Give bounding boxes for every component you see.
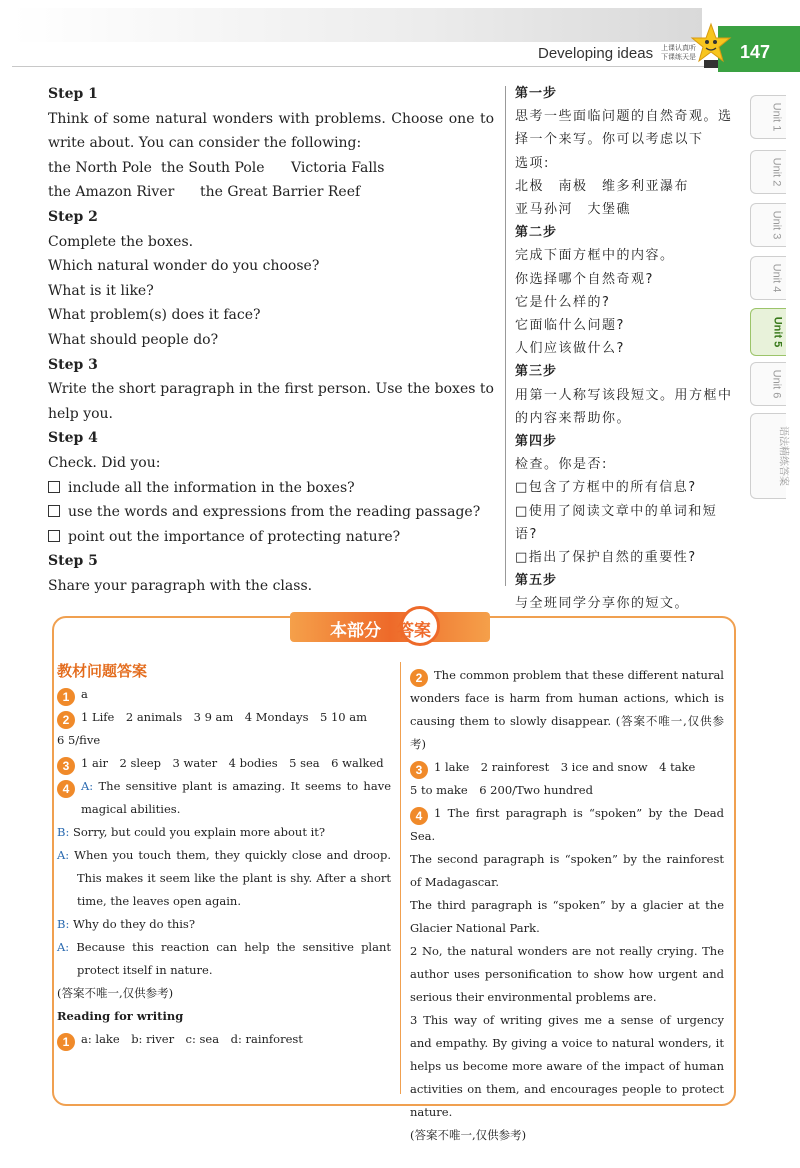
step-2-line: What problem(s) does it face?: [48, 307, 261, 324]
section-title: Developing ideas: [538, 45, 654, 62]
english-instructions: [48, 82, 494, 598]
zh-line: 它面临什么问题?: [515, 318, 625, 334]
wonders-row-2: [48, 180, 494, 205]
dialogue-line: B: Sorry, but could you explain more about it?: [57, 825, 326, 839]
checkbox-icon[interactable]: [48, 505, 60, 517]
answers-right-column: [410, 664, 724, 1147]
tab-unit-1[interactable]: Unit 1: [750, 95, 786, 139]
checkbox-icon[interactable]: [48, 530, 60, 542]
step-5-text: Share your paragraph with the class.: [48, 577, 313, 594]
zh-line: 与全班同学分享你的短文。: [515, 596, 690, 612]
header-band: [12, 8, 702, 42]
tab-unit-4[interactable]: Unit 4: [750, 256, 786, 300]
step-4-intro: Check. Did you:: [48, 454, 161, 471]
number-badge-icon: 1: [57, 688, 75, 706]
answer-note: (答案不唯一,仅供参考): [57, 986, 174, 1000]
zh-step-3-heading: 第三步: [515, 364, 558, 380]
checkbox-icon[interactable]: [48, 481, 60, 493]
banner-highlight: 答案: [397, 621, 431, 641]
reading-answer-2: 2 The common problem that these different natural wonders face is harm from human actions, which is causing them to slowly disappear. (答案不唯一,仅供参考): [410, 668, 724, 751]
step-1-text: Think of some natural wonders with problems. Choose one to write about. You can consider the following:: [48, 110, 494, 152]
step-5-heading: Step 5: [48, 553, 98, 570]
zh-line: □指出了保护自然的重要性?: [515, 550, 697, 566]
answer-3: 3 1 air 2 sleep 3 water 4 bodies 5 sea 6 walked: [57, 752, 391, 775]
number-badge-icon: 1: [57, 1033, 75, 1051]
reading-answer-4: 4 1 The first paragraph is “spoken” by the Dead Sea.: [410, 806, 724, 843]
number-badge-icon: 3: [57, 757, 75, 775]
answer-4: 4 A: The sensitive plant is amazing. It seems to have magical abilities.: [57, 775, 391, 821]
reading-answer-1: 1 a: lake b: river c: sea d: rainforest: [57, 1028, 391, 1051]
speaker-label: A:: [81, 779, 94, 793]
answer-1: 1 a: [57, 683, 391, 706]
dialogue-line: B: Why do they do this?: [57, 917, 196, 931]
step-1-heading: Step 1: [48, 86, 98, 102]
zh-line: 人们应该做什么?: [515, 341, 625, 357]
step-2-line: What is it like?: [48, 282, 154, 299]
speaker-label: B:: [57, 917, 70, 931]
option-great-barrier-reef: the Great Barrier Reef: [200, 184, 361, 201]
chinese-translation: [515, 82, 740, 616]
checklist-item: point out the importance of protecting nature?: [48, 525, 494, 550]
zh-step-1-heading: 第一步: [515, 86, 558, 101]
number-badge-icon: 2: [57, 711, 75, 729]
zh-line: 你选择哪个自然奇观?: [515, 271, 654, 287]
zh-line: 用第一人称写该段短文。用方框中: [515, 387, 733, 403]
number-badge-icon: 3: [410, 761, 428, 779]
zh-line: □包含了方框中的所有信息?: [515, 480, 697, 496]
wonders-row-1: [48, 156, 494, 181]
answers-left-column: [57, 660, 391, 1051]
answer-note: (答案不唯一,仅供参考): [410, 1128, 527, 1142]
number-badge-icon: 4: [57, 780, 75, 798]
reading-for-writing-title: Reading for writing: [57, 1009, 184, 1023]
zh-line: 的内容来帮助你。: [515, 410, 632, 426]
answer-divider: [400, 662, 401, 1094]
tab-grammar-answers[interactable]: 语法精练答案: [750, 413, 786, 499]
step-2-line: Which natural wonder do you choose?: [48, 258, 320, 275]
zh-line: 亚马孙河 大堡礁: [515, 202, 632, 218]
step-2-heading: Step 2: [48, 208, 98, 225]
speaker-label: A:: [57, 940, 70, 954]
zh-line: 思考一些面临问题的自然奇观。选: [515, 109, 733, 125]
column-divider: [505, 86, 506, 586]
reading-answer-4-line: 3 This way of writing gives me a sense of urgency and empathy. By giving a voice to natural wonders, it helps us become more aware of the impact of human activities on them, and encourages people to protect nature.: [410, 1013, 724, 1119]
zh-line: 选项:: [515, 155, 550, 171]
header-tagline: 上课认真听 下课练天是: [661, 45, 696, 61]
header-rule: [12, 66, 712, 67]
step-2-line: What should people do?: [48, 331, 219, 348]
step-3-text: Write the short paragraph in the first person. Use the boxes to help you.: [48, 381, 494, 422]
reading-answer-4-line: 2 No, the natural wonders are not really crying. The author uses personification to show how urgent and serious their environmental problems are.: [410, 944, 724, 1004]
zh-line: □使用了阅读文章中的单词和短语?: [515, 503, 718, 542]
option-amazon-river: the Amazon River: [48, 184, 175, 201]
answer-2: 2 1 Life 2 animals 3 9 am 4 Mondays 5 10 am: [57, 706, 391, 729]
option-north-pole: the North Pole: [48, 159, 152, 176]
option-south-pole: the South Pole: [161, 159, 265, 176]
reading-answer-4-line: The third paragraph is “spoken” by a glacier at the Glacier National Park.: [410, 898, 724, 935]
checklist-item: include all the information in the boxes?: [48, 476, 494, 501]
answers-title: 教材问题答案: [57, 662, 148, 680]
zh-step-5-heading: 第五步: [515, 573, 558, 589]
banner-text: 本部分: [330, 621, 381, 641]
star-mascot-icon: [690, 22, 732, 70]
zh-line: 完成下面方框中的内容。: [515, 248, 675, 264]
number-badge-icon: 2: [410, 669, 428, 687]
reading-answer-3-cont: 5 to make 6 200/Two hundred: [410, 783, 593, 797]
zh-line: 它是什么样的?: [515, 294, 611, 310]
page-header: [0, 0, 800, 72]
option-victoria-falls: Victoria Falls: [291, 159, 385, 176]
dialogue-line: A: Because this reaction can help the sensitive plant protect itself in nature.: [57, 940, 391, 977]
dialogue-line: A: When you touch them, they quickly close and droop. This makes it seem like the plant is shy. After a short time, the leaves open again.: [57, 848, 391, 908]
checklist-item: use the words and expressions from the reading passage?: [48, 500, 494, 525]
tab-unit-6[interactable]: Unit 6: [750, 362, 786, 406]
zh-step-2-heading: 第二步: [515, 225, 558, 241]
tab-unit-3[interactable]: Unit 3: [750, 203, 786, 247]
answer-banner: [290, 606, 490, 648]
zh-line: 择一个来写。你可以考虑以下: [515, 132, 704, 148]
speaker-label: A:: [57, 848, 70, 862]
reading-answer-4-line: The second paragraph is “spoken” by the rainforest of Madagascar.: [410, 852, 724, 889]
reading-answer-3: 3 1 lake 2 rainforest 3 ice and snow 4 take: [410, 756, 724, 779]
speaker-label: B:: [57, 825, 70, 839]
step-4-heading: Step 4: [48, 430, 98, 447]
step-2-line: Complete the boxes.: [48, 233, 194, 250]
tab-unit-5[interactable]: Unit 5: [750, 308, 786, 356]
zh-step-4-heading: 第四步: [515, 434, 558, 450]
tab-unit-2[interactable]: Unit 2: [750, 150, 786, 194]
step-3-heading: Step 3: [48, 356, 98, 373]
page-number: 147: [718, 26, 800, 72]
answer-2-cont: 6 5/five: [57, 733, 101, 747]
zh-line: 检查。你是否:: [515, 457, 608, 473]
zh-line: 北极 南极 维多利亚瀑布: [515, 178, 690, 194]
number-badge-icon: 4: [410, 807, 428, 825]
banner-ribbon: [290, 612, 490, 642]
